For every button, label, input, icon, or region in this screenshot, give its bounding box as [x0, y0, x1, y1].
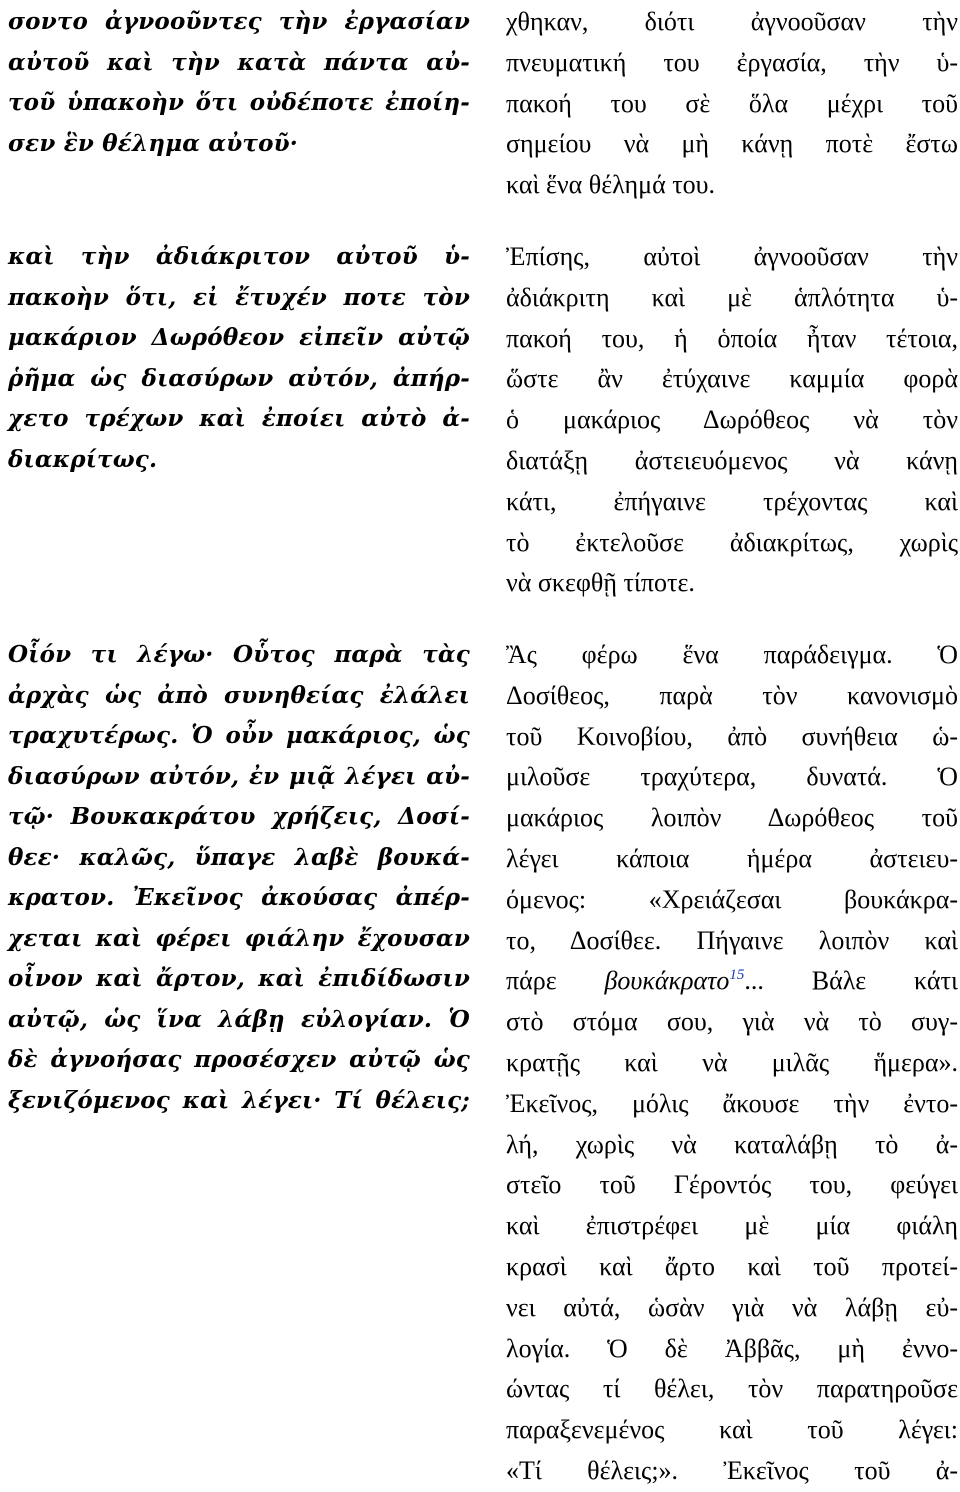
ancient-paragraph-3 — [8, 635, 470, 1121]
ancient-paragraph-2 — [8, 237, 470, 480]
modern-paragraph-1 — [506, 2, 958, 206]
text-line: χθηκαν, διότι ἀγνοοῦσαν τὴν — [506, 7, 958, 36]
text-line: τοῦ Κοινοβίου, ἀπὸ συνήθεια ὡ- — [506, 721, 958, 751]
text-line: σημείου νὰ μὴ κάνῃ ποτὲ ἔστω — [506, 129, 958, 159]
text-fragment: πάρε — [506, 966, 605, 996]
text-line: Δοσίθεος, παρὰ τὸν κανονισμὸ — [506, 680, 958, 710]
text-line: Ἐπίσης, αὐτοὶ ἀγνοοῦσαν τὴν — [506, 242, 958, 271]
text-line: διατάξῃ ἀστειευόμενος νὰ κάνῃ — [506, 445, 958, 475]
italic-word: βουκάκρατο — [604, 966, 730, 996]
text-line: στεῖο τοῦ Γέροντός του, φεύγει — [506, 1170, 958, 1200]
text-line: το, Δοσίθεε. Πήγαινε λοιπὸν καὶ — [506, 925, 958, 955]
text-line: πακοή του, ἡ ὁποία ἦταν τέτοια, — [506, 323, 958, 353]
text-line: δὲ ἀγνοήσας προσέσχεν αὐτῷ ὡς — [8, 1046, 470, 1073]
text-line: πακοὴν ὅτι, εἰ ἔτυχέν ποτε τὸν — [8, 283, 470, 311]
text-line: ξενιζόμενος καὶ λέγει· Τί θέλεις; — [8, 1086, 470, 1114]
text-line: τοῦ ὑπακοὴν ὅτι οὐδέποτε ἐποίη- — [8, 89, 470, 116]
text-line: σεν ἓν θέλημα αὐτοῦ· — [8, 129, 299, 157]
text-line: ὥστε ἂν ἐτύχαινε καμμία φορὰ — [506, 364, 958, 394]
text-line: κρασὶ καὶ ἄρτο καὶ τοῦ προτεί- — [506, 1251, 958, 1281]
text-line: κρατον. Ἐκεῖνος ἀκούσας ἀπέρ- — [8, 884, 470, 911]
text-line: πακοή του σὲ ὅλα μέχρι τοῦ — [506, 88, 958, 118]
text-line: καὶ ἕνα θέλημά του. — [506, 170, 716, 200]
text-line: νει αὐτά, ὡσὰν γιὰ νὰ λάβῃ εὐ- — [506, 1292, 958, 1322]
text-line: οἶνον καὶ ἄρτον, καὶ ἐπιδίδωσιν — [8, 965, 470, 992]
text-line: Ἐκεῖνος, μόλις ἄκουσε τὴν ἐντο- — [506, 1088, 958, 1118]
text-line: διακρίτως. — [8, 445, 158, 473]
text-line: παραξενεμένος καὶ τοῦ λέγει: — [506, 1415, 958, 1445]
text-line: χεται καὶ φέρει φιάλην ἔχουσαν — [8, 924, 470, 952]
text-line: τραχυτέρως. Ὁ οὖν μακάριος, ὡς — [8, 722, 470, 749]
footnote-reference[interactable]: 15 — [729, 967, 745, 984]
text-line: λή, χωρὶς νὰ καταλάβῃ τὸ ἀ- — [506, 1129, 958, 1159]
text-line: ἀρχὰς ὡς ἀπὸ συνηθείας ἐλάλει — [8, 681, 470, 709]
text-fragment: ... Βάλε κάτι — [744, 966, 958, 996]
text-line: νὰ σκεφθῇ τίποτε. — [506, 568, 695, 598]
text-line: ὁ μακάριος Δωρόθεος νὰ τὸν — [506, 405, 958, 435]
text-line: κάτι, ἐπήγαινε τρέχοντας καὶ — [506, 486, 958, 516]
text-line: σοντο ἀγνοοῦντες τὴν ἐργασίαν — [8, 8, 470, 35]
text-line: «Τί θέλεις;». Ἐκεῖνος τοῦ ἀ- — [506, 1455, 958, 1485]
ancient-paragraph-1 — [8, 2, 470, 164]
text-line: μακάριος λοιπὸν Δωρόθεος τοῦ — [506, 803, 958, 833]
text-line: κρατῇς καὶ νὰ μιλᾶς ἥμερα». — [506, 1047, 958, 1077]
text-line: ἀδιάκριτη καὶ μὲ ἁπλότητα ὑ- — [506, 282, 958, 312]
text-line: αὐτοῦ καὶ τὴν κατὰ πάντα αὐ- — [8, 48, 470, 76]
text-line: Ἂς φέρω ἕνα παράδειγμα. Ὁ — [506, 640, 958, 669]
modern-paragraph-3 — [506, 635, 958, 1492]
text-line: ῥῆμα ὡς διασύρων αὐτόν, ἀπήρ- — [8, 364, 470, 392]
text-line: λέγει κάποια ἡμέρα ἀστειευ- — [506, 843, 958, 873]
text-line: διασύρων αὐτόν, ἐν μιᾷ λέγει αὐ- — [8, 762, 470, 790]
text-line: όμενος: «Χρειάζεσαι βουκάκρα- — [506, 884, 958, 914]
text-line: θεε· καλῶς, ὕπαγε λαβὲ βουκά- — [8, 843, 470, 871]
text-line: Οἷόν τι λέγω· Οὗτος παρὰ τὰς — [8, 641, 470, 668]
text-line: καὶ ἐπιστρέφει μὲ μία φιάλη — [506, 1211, 958, 1241]
text-line: πνευματική του ἐργασία, τὴν ὑ- — [506, 47, 958, 77]
text-line: ώντας τί θέλει, τὸν παρατηροῦσε — [506, 1374, 958, 1404]
text-line: καὶ τὴν ἀδιάκριτον αὐτοῦ ὑ- — [8, 243, 470, 270]
modern-paragraph-2 — [506, 237, 958, 604]
text-line: μακάριον Δωρόθεον εἰπεῖν αὐτῷ — [8, 324, 470, 351]
text-line: τὸ ἐκτελοῦσε ἀδιακρίτως, χωρὶς — [506, 527, 958, 557]
text-line: τῷ· Βουκακράτου χρήζεις, Δοσί- — [8, 803, 470, 830]
text-line: αὐτῷ, ὡς ἵνα λάβῃ εὐλογίαν. Ὁ — [8, 1005, 470, 1033]
text-line: λογία. Ὁ δὲ Ἀββᾶς, μὴ ἐννο- — [506, 1333, 958, 1363]
text-line-with-footnote — [506, 961, 958, 1002]
text-line: μιλοῦσε τραχύτερα, δυνατά. Ὁ — [506, 762, 958, 792]
text-line: χετο τρέχων καὶ ἐποίει αὐτὸ ἀ- — [8, 405, 470, 432]
text-line: στὸ στόμα σου, γιὰ νὰ τὸ συγ- — [506, 1007, 958, 1037]
